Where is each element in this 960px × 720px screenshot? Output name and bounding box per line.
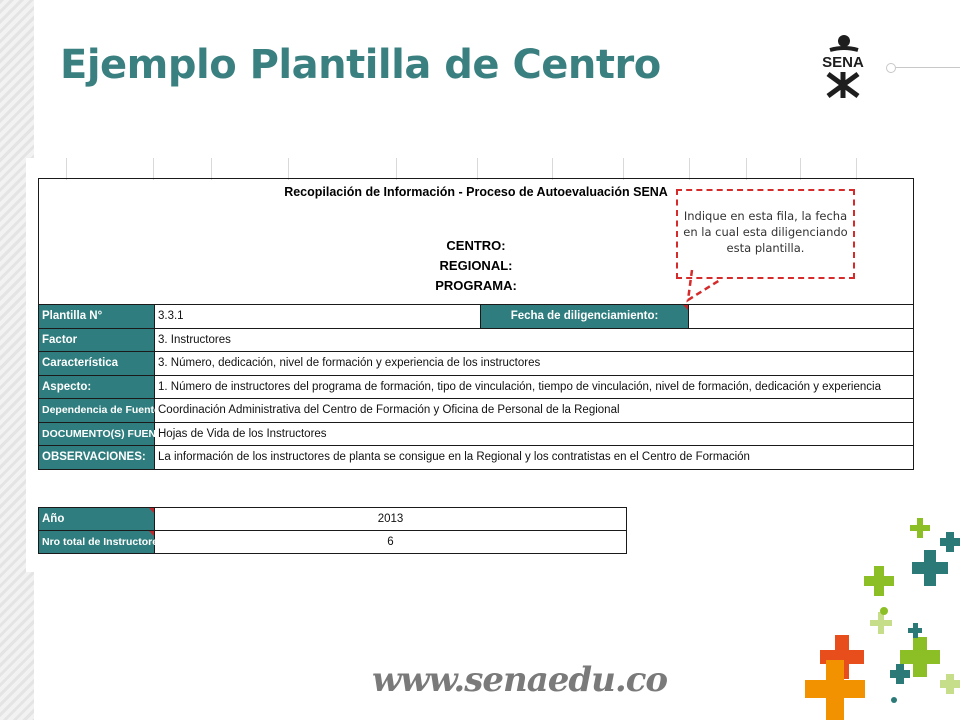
anio-label: Año [39, 508, 155, 531]
summary-table [38, 507, 627, 554]
dependencia-label: Dependencia de Fuente: [39, 399, 155, 423]
top-right-line [890, 67, 960, 68]
observaciones-label: OBSERVACIONES: [39, 446, 155, 470]
documentos-value[interactable]: Hojas de Vida de los Instructores [155, 422, 914, 446]
table-row [39, 446, 914, 470]
header-title: Recopilación de Información - Proceso de Autoevaluación SENA [284, 185, 668, 199]
plus-pattern-decoration [800, 500, 960, 720]
sena-logo [808, 34, 878, 100]
factor-value[interactable]: 3. Instructores [155, 328, 914, 352]
table-row [39, 375, 914, 399]
table-row [39, 508, 627, 531]
callout-pointer [680, 270, 740, 310]
table-row [39, 422, 914, 446]
plantilla-label: Plantilla N° [39, 305, 155, 329]
factor-label: Factor [39, 328, 155, 352]
table-row [39, 305, 914, 329]
caracteristica-value[interactable]: 3. Número, dedicación, nivel de formación y experiencia de los instructores [155, 352, 914, 376]
top-right-circle [886, 63, 896, 73]
plantilla-value[interactable]: 3.3.1 [155, 305, 481, 329]
table-row [39, 531, 627, 554]
header-programa: PROGRAMA: [435, 278, 517, 293]
caracteristica-label: Característica [39, 352, 155, 376]
callout-note: Indique en esta fila, la fecha en la cual esta diligenciando esta plantilla. [676, 189, 855, 279]
dependencia-value[interactable]: Coordinación Administrativa del Centro de Formación y Oficina de Personal de la Regional [155, 399, 914, 423]
header-regional: REGIONAL: [439, 258, 513, 273]
table-row [39, 399, 914, 423]
anio-value[interactable]: 2013 [155, 508, 627, 531]
sena-logo-text: SENA [822, 54, 864, 71]
slide-title: Ejemplo Plantilla de Centro [60, 42, 661, 88]
footer-url: www.senaedu.co [372, 660, 668, 700]
observaciones-value[interactable]: La información de los instructores de planta se consigue en la Regional y los contratistas en el Centro de Formación [155, 446, 914, 470]
table-row [39, 352, 914, 376]
instructores-label: Nro total de Instructores: [39, 531, 155, 554]
instructores-value[interactable]: 6 [155, 531, 627, 554]
table-row [39, 328, 914, 352]
aspecto-value[interactable]: 1. Número de instructores del programa de formación, tipo de vinculación, tiempo de vinculación, nivel de formación, dedicación y experiencia [155, 375, 914, 399]
documentos-label: DOCUMENTO(S) FUENTE: [39, 422, 155, 446]
fecha-label: Fecha de diligenciamiento: [481, 305, 689, 329]
header-centro: CENTRO: [446, 238, 506, 253]
aspecto-label: Aspecto: [39, 375, 155, 399]
